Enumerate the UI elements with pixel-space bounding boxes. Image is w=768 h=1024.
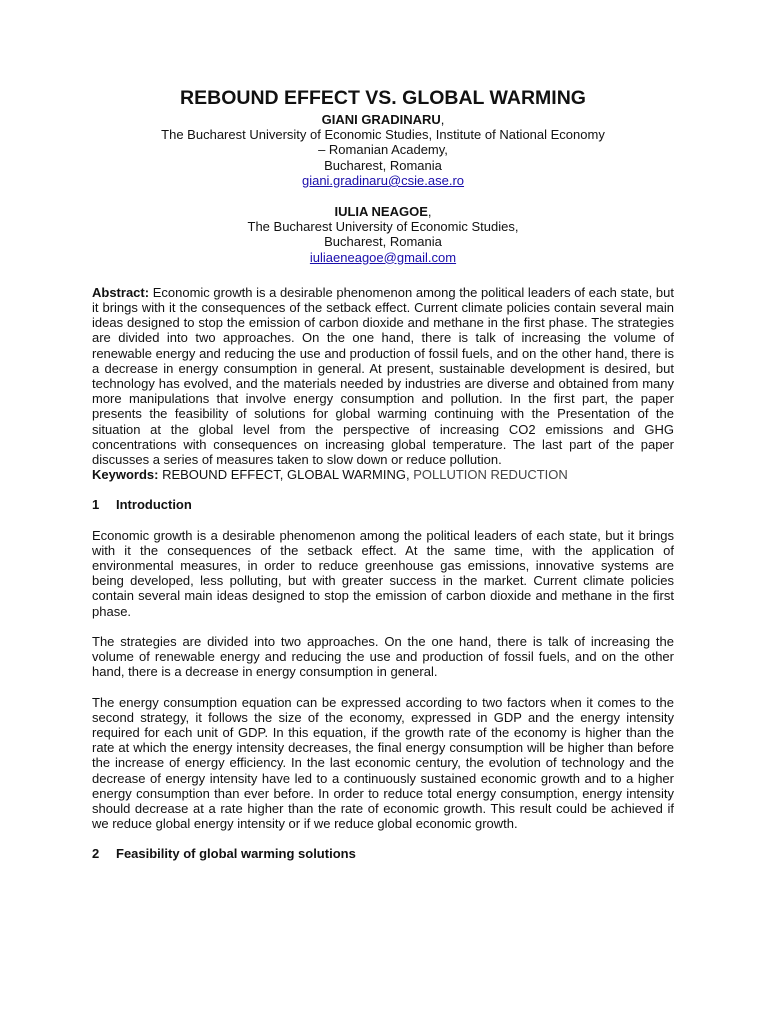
author1-email-link[interactable]: giani.gradinaru@csie.ase.ro [301, 172, 465, 188]
keywords-paragraph [92, 467, 674, 482]
author1-block [92, 112, 674, 188]
section1-paragraph-2: The strategies are divided into two approaches. On the one hand, there is talk of increasing the volume of renewable energy and reducing the use and production of fossil fuels, and on the other hand, there is a decrease in energy consumption in general. [92, 633, 674, 680]
section1-paragraph-3: The energy consumption equation can be expressed according to two factors when it comes to the second strategy, it follows the size of the economy, expressed in GDP and the energy intensity required for each unit of GDP. In this equation, if the growth rate of the economy is higher than the rate at which the energy intensity decreases, the final energy consumption will be higher than before the increase of energy efficiency. In the last economic century, the evolution of technology and the decrease of energy intensity have led to a continuously sustained economic growth and to a higher energy consumption than ever before. In order to reduce total energy consumption, energy intensity should decrease at a rate higher than the rate of economic growth. This result could be achieved if we reduce global energy intensity or if we reduce global economic growth. [92, 694, 674, 832]
section2-title: Feasibility of global warming solutions [116, 846, 356, 862]
author2-comma: , [427, 204, 432, 220]
author1-affiliation-line2: – Romanian Academy, [318, 142, 448, 158]
section1-body [92, 528, 674, 832]
keywords-text-last: POLLUTION REDUCTION [413, 467, 568, 483]
author2-affiliation-line1: The Bucharest University of Economic Studies, [247, 219, 519, 235]
author1-affiliation-line1: The Bucharest University of Economic Studies, Institute of National Economy [161, 127, 605, 143]
author1-name: GIANI GRADINARU [321, 112, 441, 127]
author1-comma: , [440, 112, 445, 127]
section1-paragraph-1: Economic growth is a desirable phenomenon among the political leaders of each state, but it brings with it the consequences of the setback effect. At the same time, with the application of environmental measures, in order to reduce greenhouse gas emissions, innovative systems are being developed, less polluting, but with greater success in the market. Current climate policies contain several main ideas designed to stop the emission of carbon dioxide and methane in the first phase. [92, 527, 674, 619]
abstract-section [92, 285, 674, 483]
section2-heading [92, 846, 674, 861]
author2-email-link[interactable]: iuliaeneagoe@gmail.com [309, 249, 457, 265]
abstract-text: Economic growth is a desirable phenomenon among the political leaders of each state, but it brings with it the consequences of the setback effect. Current climate policies contain several main ideas designed to stop the emission of carbon dioxide and methane in the first phase. The strategies are divided into two approaches. On the one hand, there is talk of increasing the volume of renewable energy and reducing the use and production of fossil fuels, and on the other hand, there is a decrease in energy consumption in general. At present, sustainable development is desired, but technology has evolved, and the materials needed by industries are diverse and obtained from many more manipulations that involve energy consumption and pollution. In the first part, the paper presents the feasibility of solutions for global warming continuing with the Presentation of the situation at the global level from the perspective of increasing CO2 emissions and GHG concentrations with consequences on increasing global temperature. The last part of the paper discusses a series of measures taken to slow down or reduce pollution. [92, 284, 674, 468]
author1-line [92, 112, 674, 127]
author2-name: IULIA NEAGOE [334, 204, 428, 220]
abstract-paragraph [92, 285, 674, 467]
keywords-label: Keywords: [92, 467, 159, 483]
keywords-text: REBOUND EFFECT, GLOBAL WARMING, [158, 467, 414, 483]
section2-number: 2 [92, 846, 100, 862]
paper-page [92, 86, 674, 877]
author1-city: Bucharest, Romania [324, 157, 442, 173]
section1-title: Introduction [116, 497, 192, 513]
section1-number: 1 [92, 497, 100, 513]
author2-city: Bucharest, Romania [324, 234, 442, 250]
author2-line [92, 204, 674, 219]
section1-heading [92, 497, 674, 512]
abstract-label: Abstract: [92, 284, 150, 300]
paper-title: REBOUND EFFECT VS. GLOBAL WARMING [180, 87, 586, 109]
author2-block [92, 204, 674, 265]
